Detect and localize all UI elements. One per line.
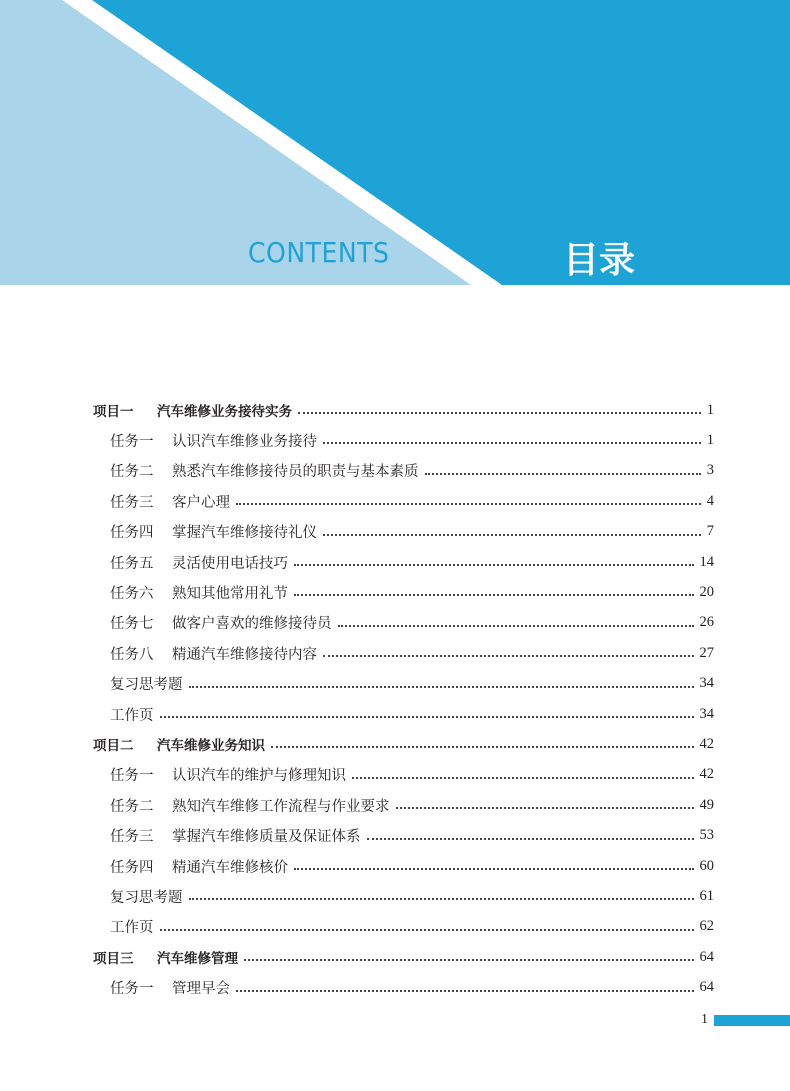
- dot-leader: [323, 655, 694, 657]
- toc-task-entry[interactable]: [110, 425, 714, 455]
- toc-entry-number: 任务一: [110, 433, 154, 450]
- toc-task-entry[interactable]: [110, 851, 714, 881]
- dot-leader: [271, 746, 694, 748]
- toc-entry-number: 任务二: [110, 464, 154, 481]
- toc-entry-title: 汽车维修业务知识: [157, 738, 265, 755]
- toc-entry-page: 61: [699, 887, 714, 904]
- toc-task-entry[interactable]: [110, 973, 714, 1003]
- toc-project-entry[interactable]: [93, 942, 714, 972]
- dot-leader: [189, 898, 694, 900]
- contents-title-zh: 目录: [563, 240, 636, 281]
- toc-entry-title: 客户心理: [172, 494, 230, 511]
- dot-leader: [236, 990, 694, 992]
- toc-task-entry[interactable]: [110, 669, 714, 699]
- toc-entry-label: [110, 704, 154, 725]
- toc-entry-page: 49: [699, 796, 714, 813]
- toc-entry-page: 20: [699, 583, 714, 600]
- toc-entry-page: 53: [699, 827, 714, 844]
- toc-entry-label: [110, 825, 361, 846]
- dot-leader: [236, 503, 701, 505]
- toc-entry-label: [110, 916, 154, 937]
- toc-entry-number: 项目二: [93, 738, 134, 755]
- dot-leader: [294, 594, 694, 596]
- toc-entry-label: [110, 886, 183, 907]
- toc-entry-label: [93, 947, 238, 967]
- dot-leader: [425, 473, 701, 475]
- toc-entry-title: 精通汽车维修接待内容: [172, 646, 317, 663]
- toc-entry-title: 复习思考题: [110, 677, 183, 694]
- toc-entry-label: [110, 977, 230, 998]
- toc-entry-title: 认识汽车的维护与修理知识: [172, 768, 346, 785]
- toc-entry-number: 任务一: [110, 768, 154, 785]
- dot-leader: [396, 807, 694, 809]
- toc-entry-label: [110, 795, 390, 816]
- toc-entry-number: 项目一: [93, 404, 134, 420]
- toc-project-entry[interactable]: [93, 729, 714, 759]
- toc-entry-number: 任务五: [110, 555, 154, 572]
- toc-entry-label: [110, 764, 346, 785]
- toc-task-entry[interactable]: [110, 608, 714, 638]
- dot-leader: [244, 959, 694, 961]
- toc-entry-title: 熟知汽车维修工作流程与作业要求: [172, 798, 390, 815]
- toc-entry-number: 任务二: [110, 798, 154, 815]
- toc-entry-title: 灵活使用电话技巧: [172, 555, 288, 572]
- toc-entry-label: [93, 400, 292, 420]
- toc-entry-title: 管理早会: [172, 981, 230, 998]
- toc-entry-label: [110, 582, 288, 603]
- toc-entry-page: 62: [699, 918, 714, 935]
- dot-leader: [323, 534, 701, 536]
- dot-leader: [367, 838, 694, 840]
- toc-task-entry[interactable]: [110, 760, 714, 790]
- dot-leader: [352, 777, 694, 779]
- toc-entry-title: 做客户喜欢的维修接待员: [172, 616, 332, 633]
- toc-entry-number: 任务六: [110, 585, 154, 602]
- toc-entry-label: [110, 430, 317, 451]
- toc-entry-title: 认识汽车维修业务接待: [172, 433, 317, 450]
- toc-entry-page: 64: [699, 948, 714, 965]
- toc-entry-number: 任务一: [110, 981, 154, 998]
- toc-entry-title: 工作页: [110, 920, 154, 937]
- toc-entry-title: 工作页: [110, 707, 154, 724]
- toc-entry-page: 60: [699, 857, 714, 874]
- toc-entry-page: 7: [706, 523, 714, 540]
- toc-entry-label: [110, 673, 183, 694]
- dot-leader: [294, 564, 694, 566]
- toc-entry-page: 1: [706, 431, 714, 448]
- dot-leader: [323, 442, 701, 444]
- toc-entry-page: 64: [699, 979, 714, 996]
- toc-entry-page: 34: [699, 705, 714, 722]
- toc-entry-number: 任务四: [110, 525, 154, 542]
- toc-task-entry[interactable]: [110, 881, 714, 911]
- toc-entry-label: [110, 643, 317, 664]
- toc-entry-page: 4: [706, 492, 714, 509]
- toc-entry-page: 34: [699, 675, 714, 692]
- toc-entry-page: 1: [706, 401, 714, 418]
- toc-entry-page: 26: [699, 614, 714, 631]
- toc-entry-number: 项目三: [93, 951, 134, 968]
- toc-entry-title: 汽车维修业务接待实务: [157, 404, 292, 420]
- toc-entry-title: 掌握汽车维修接待礼仪: [172, 525, 317, 542]
- toc-task-entry[interactable]: [110, 912, 714, 942]
- toc-entry-title: 复习思考题: [110, 889, 183, 906]
- toc-entry-label: [110, 460, 419, 481]
- toc-entry-label: [93, 734, 265, 754]
- toc-entry-label: [110, 491, 230, 512]
- dot-leader: [294, 868, 694, 870]
- toc-task-entry[interactable]: [110, 486, 714, 516]
- footer-accent-bar: [714, 1015, 790, 1026]
- toc-entry-label: [110, 521, 317, 542]
- toc-entry-label: [110, 612, 332, 633]
- page-number: 1: [701, 1012, 708, 1027]
- toc-entry-number: 任务八: [110, 646, 154, 663]
- header-banner: [0, 0, 790, 285]
- toc-task-entry[interactable]: [110, 699, 714, 729]
- dot-leader: [298, 412, 701, 414]
- toc-task-entry[interactable]: [110, 638, 714, 668]
- toc-entry-label: [110, 552, 288, 573]
- toc-task-entry[interactable]: [110, 821, 714, 851]
- contents-title-en: CONTENTS: [248, 236, 390, 269]
- toc-task-entry[interactable]: [110, 517, 714, 547]
- toc-entry-number: 任务三: [110, 494, 154, 511]
- toc-project-entry[interactable]: [93, 395, 714, 425]
- toc-entry-title: 汽车维修管理: [157, 951, 238, 968]
- dot-leader: [338, 625, 694, 627]
- toc-entry-number: 任务七: [110, 616, 154, 633]
- toc-entry-title: 熟知其他常用礼节: [172, 585, 288, 602]
- toc-entry-title: 精通汽车维修核价: [172, 859, 288, 876]
- toc-task-entry[interactable]: [110, 790, 714, 820]
- toc-entry-number: 任务四: [110, 859, 154, 876]
- toc-entry-page: 42: [699, 735, 714, 752]
- toc-entry-title: 掌握汽车维修质量及保证体系: [172, 829, 361, 846]
- toc-entry-page: 27: [699, 644, 714, 661]
- dot-leader: [160, 929, 694, 931]
- dot-leader: [189, 686, 694, 688]
- toc-entry-number: 任务三: [110, 829, 154, 846]
- toc-task-entry[interactable]: [110, 456, 714, 486]
- toc-entry-page: 14: [699, 553, 714, 570]
- toc-entry-page: 42: [699, 766, 714, 783]
- toc-task-entry[interactable]: [110, 547, 714, 577]
- toc-entry-title: 熟悉汽车维修接待员的职责与基本素质: [172, 464, 419, 481]
- toc-task-entry[interactable]: [110, 577, 714, 607]
- toc-entry-page: 3: [706, 462, 714, 479]
- dot-leader: [160, 716, 694, 718]
- toc-entry-label: [110, 856, 288, 877]
